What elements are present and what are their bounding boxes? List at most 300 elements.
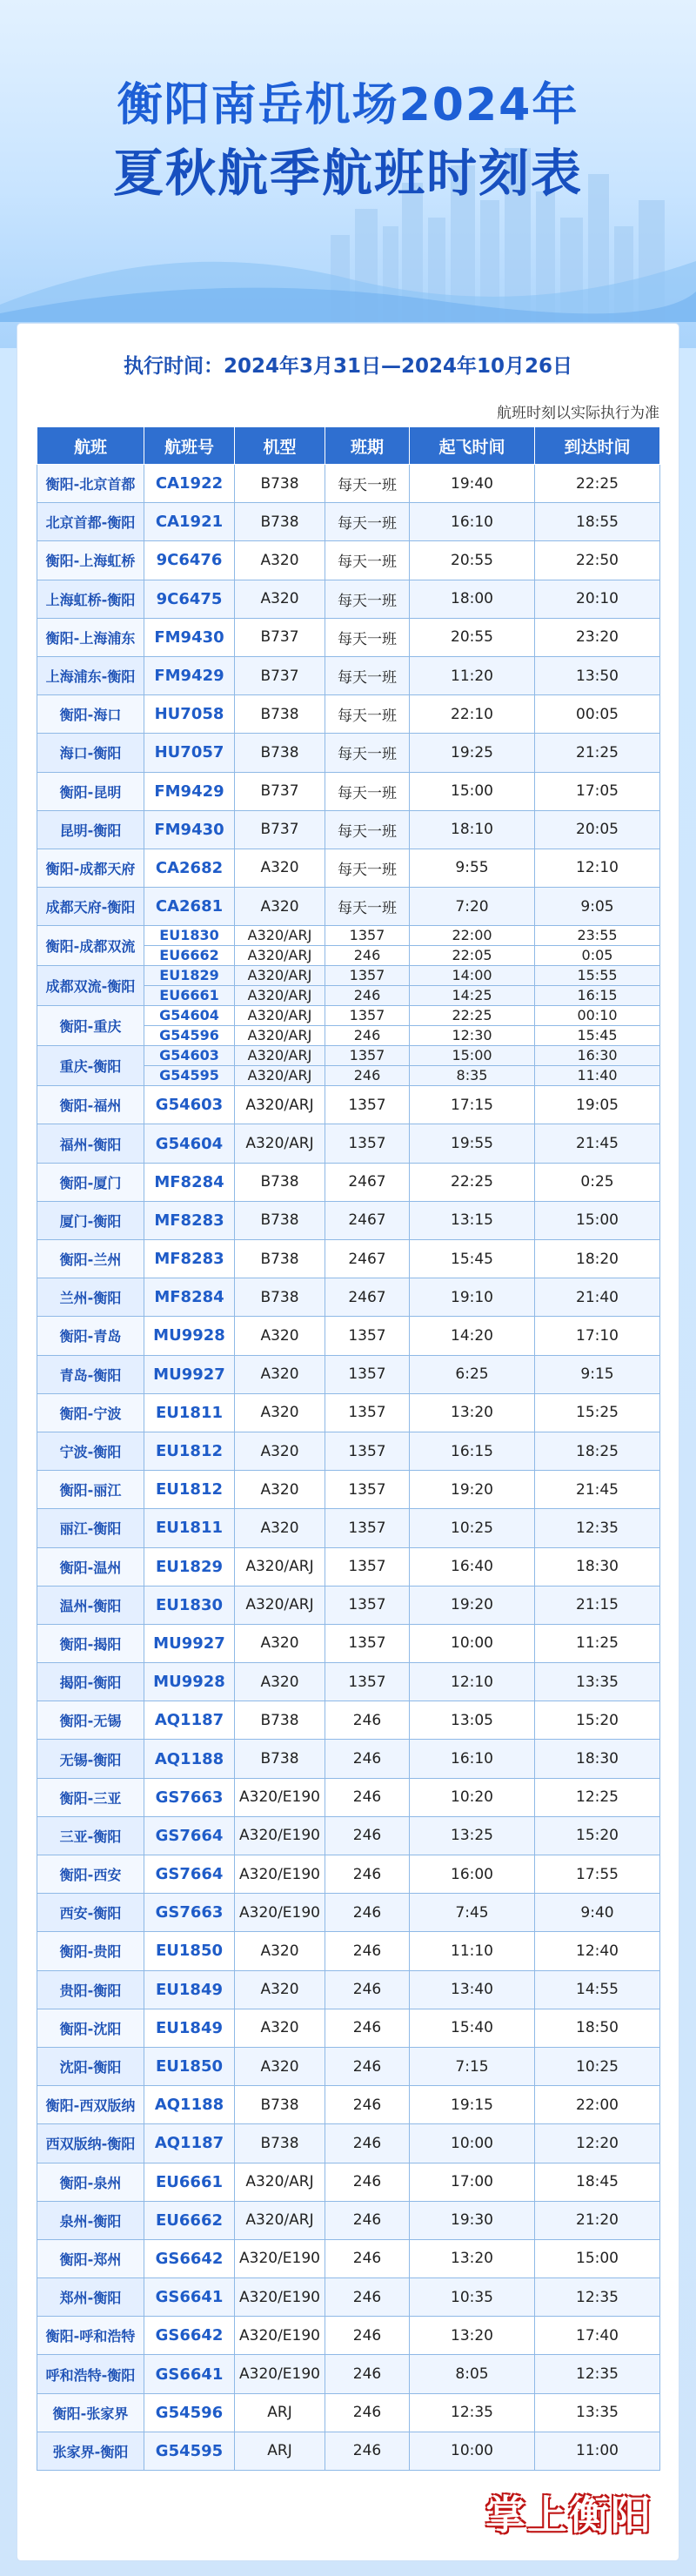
table-row [37, 2393, 660, 2432]
schedule-days-cell: 1357 [325, 1509, 410, 1547]
arrival-time-cell: 16:30 [535, 1046, 660, 1066]
route-cell: 上海虹桥-衡阳 [37, 580, 144, 618]
route-cell: 西安-衡阳 [37, 1894, 144, 1932]
aircraft-type-cell: B738 [235, 695, 325, 734]
route-cell: 衡阳-海口 [37, 695, 144, 734]
aircraft-type-cell: A320/E190 [235, 1894, 325, 1932]
departure-time-cell: 20:55 [410, 618, 535, 656]
execution-period: 执行时间：2024年3月31日—2024年10月26日 [123, 355, 573, 378]
table-row [37, 618, 660, 656]
flight-number-cell: G54595 [144, 2432, 235, 2470]
table-row [37, 1701, 660, 1740]
schedule-days-cell: 每天一班 [325, 541, 410, 580]
table-row [37, 2086, 660, 2124]
table-row [37, 1970, 660, 2009]
table-row [37, 1624, 660, 1662]
departure-time-cell: 22:00 [410, 926, 535, 946]
flight-number-cell: MF8283 [144, 1201, 235, 1239]
departure-time-cell: 18:00 [410, 580, 535, 618]
arrival-time-cell: 21:20 [535, 2201, 660, 2239]
departure-time-cell: 8:05 [410, 2355, 535, 2393]
arrival-time-cell: 00:05 [535, 695, 660, 734]
aircraft-type-cell: B738 [235, 1278, 325, 1317]
flight-number-cell: G54596 [144, 1026, 235, 1046]
flight-number-cell: FM9430 [144, 618, 235, 656]
arrival-time-cell: 13:35 [535, 2393, 660, 2432]
departure-time-cell: 22:25 [410, 1006, 535, 1026]
arrival-time-cell: 18:20 [535, 1240, 660, 1278]
column-header: 到达时间 [535, 427, 660, 465]
arrival-time-cell: 12:25 [535, 1778, 660, 1816]
arrival-time-cell: 19:05 [535, 1086, 660, 1124]
aircraft-type-cell: B737 [235, 810, 325, 849]
schedule-days-cell: 1357 [325, 1006, 410, 1026]
arrival-time-cell: 17:05 [535, 772, 660, 810]
arrival-time-cell: 0:25 [535, 1163, 660, 1201]
route-cell: 丽江-衡阳 [37, 1509, 144, 1547]
arrival-time-cell: 15:55 [535, 966, 660, 986]
arrival-time-cell: 15:25 [535, 1393, 660, 1432]
schedule-days-cell: 1357 [325, 926, 410, 946]
aircraft-type-cell: A320/ARJ [235, 2201, 325, 2239]
table-row [37, 772, 660, 810]
departure-time-cell: 10:00 [410, 1624, 535, 1662]
table-row [37, 810, 660, 849]
aircraft-type-cell: A320/E190 [235, 1816, 325, 1855]
flight-number-cell: G54604 [144, 1006, 235, 1026]
flight-number-cell: EU6662 [144, 2201, 235, 2239]
route-cell: 衡阳-贵阳 [37, 1932, 144, 1970]
route-cell: 衡阳-呼和浩特 [37, 2317, 144, 2355]
aircraft-type-cell: A320/ARJ [235, 1586, 325, 1624]
aircraft-type-cell: A320 [235, 1663, 325, 1701]
route-cell: 成都双流-衡阳 [37, 966, 144, 1006]
aircraft-type-cell: A320/ARJ [235, 1026, 325, 1046]
schedule-days-cell: 246 [325, 2086, 410, 2124]
departure-time-cell: 16:40 [410, 1547, 535, 1586]
aircraft-type-cell: A320/ARJ [235, 946, 325, 966]
route-cell: 昆明-衡阳 [37, 810, 144, 849]
table-row [37, 580, 660, 618]
schedule-days-cell: 每天一班 [325, 618, 410, 656]
aircraft-type-cell: B738 [235, 1740, 325, 1778]
flight-number-cell: EU1830 [144, 926, 235, 946]
departure-time-cell: 15:00 [410, 772, 535, 810]
table-row [37, 1317, 660, 1355]
table-row [37, 1894, 660, 1932]
route-cell: 衡阳-泉州 [37, 2163, 144, 2201]
aircraft-type-cell: A320/ARJ [235, 1547, 325, 1586]
aircraft-type-cell: B738 [235, 1163, 325, 1201]
schedule-days-cell: 246 [325, 2317, 410, 2355]
flight-number-cell: HU7058 [144, 695, 235, 734]
schedule-days-cell: 每天一班 [325, 656, 410, 694]
table-row [37, 1663, 660, 1701]
arrival-time-cell: 17:10 [535, 1317, 660, 1355]
schedule-days-cell: 246 [325, 1778, 410, 1816]
departure-time-cell: 10:25 [410, 1509, 535, 1547]
arrival-time-cell: 12:10 [535, 849, 660, 887]
table-row [37, 1740, 660, 1778]
schedule-days-cell: 246 [325, 2124, 410, 2163]
flight-number-cell: GS6641 [144, 2355, 235, 2393]
flight-number-cell: EU6662 [144, 946, 235, 966]
table-row [37, 926, 660, 946]
route-cell: 衡阳-沈阳 [37, 2009, 144, 2047]
arrival-time-cell: 22:25 [535, 465, 660, 503]
departure-time-cell: 7:15 [410, 2047, 535, 2085]
flight-number-cell: GS6642 [144, 2317, 235, 2355]
route-cell: 衡阳-宁波 [37, 1393, 144, 1432]
departure-time-cell: 13:40 [410, 1970, 535, 2009]
route-cell: 西双版纳-衡阳 [37, 2124, 144, 2163]
route-cell: 郑州-衡阳 [37, 2278, 144, 2317]
departure-time-cell: 15:45 [410, 1240, 535, 1278]
schedule-days-cell: 1357 [325, 1393, 410, 1432]
arrival-time-cell: 14:55 [535, 1970, 660, 2009]
departure-time-cell: 10:00 [410, 2432, 535, 2470]
schedule-days-cell: 1357 [325, 1355, 410, 1393]
arrival-time-cell: 9:05 [535, 888, 660, 926]
schedule-days-cell: 1357 [325, 1663, 410, 1701]
departure-time-cell: 13:20 [410, 2317, 535, 2355]
flight-number-cell: MU9928 [144, 1663, 235, 1701]
departure-time-cell: 16:10 [410, 1740, 535, 1778]
flight-number-cell: EU1850 [144, 1932, 235, 1970]
table-row [37, 1778, 660, 1816]
departure-time-cell: 14:00 [410, 966, 535, 986]
departure-time-cell: 7:20 [410, 888, 535, 926]
flight-number-cell: MF8284 [144, 1278, 235, 1317]
departure-time-cell: 12:30 [410, 1026, 535, 1046]
schedule-days-cell: 246 [325, 2432, 410, 2470]
route-cell: 衡阳-重庆 [37, 1006, 144, 1046]
flight-schedule-table [37, 426, 660, 2471]
schedule-days-cell: 每天一班 [325, 503, 410, 541]
departure-time-cell: 12:35 [410, 2393, 535, 2432]
schedule-days-cell: 1357 [325, 1624, 410, 1662]
schedule-days-cell: 每天一班 [325, 734, 410, 772]
flight-number-cell: AQ1188 [144, 2086, 235, 2124]
departure-time-cell: 13:15 [410, 1201, 535, 1239]
route-cell: 无锡-衡阳 [37, 1740, 144, 1778]
arrival-time-cell: 13:35 [535, 1663, 660, 1701]
table-row [37, 2163, 660, 2201]
column-header: 航班 [37, 427, 144, 465]
table-row [37, 1816, 660, 1855]
arrival-time-cell: 10:25 [535, 2047, 660, 2085]
table-row [37, 1932, 660, 1970]
departure-time-cell: 13:20 [410, 1393, 535, 1432]
aircraft-type-cell: A320/E190 [235, 2239, 325, 2277]
schedule-days-cell: 246 [325, 1066, 410, 1086]
aircraft-type-cell: A320 [235, 2047, 325, 2085]
route-cell: 福州-衡阳 [37, 1124, 144, 1163]
aircraft-type-cell: B737 [235, 618, 325, 656]
aircraft-type-cell: A320/ARJ [235, 1046, 325, 1066]
departure-time-cell: 13:25 [410, 1816, 535, 1855]
schedule-days-cell: 246 [325, 1026, 410, 1046]
arrival-time-cell: 12:35 [535, 2278, 660, 2317]
aircraft-type-cell: B738 [235, 1701, 325, 1740]
route-cell: 衡阳-厦门 [37, 1163, 144, 1201]
arrival-time-cell: 18:45 [535, 2163, 660, 2201]
schedule-days-cell: 246 [325, 1740, 410, 1778]
departure-time-cell: 17:15 [410, 1086, 535, 1124]
flight-number-cell: 9C6476 [144, 541, 235, 580]
departure-time-cell: 19:10 [410, 1278, 535, 1317]
table-row [37, 1509, 660, 1547]
aircraft-type-cell: ARJ [235, 2393, 325, 2432]
schedule-days-cell: 2467 [325, 1240, 410, 1278]
aircraft-type-cell: A320/E190 [235, 1778, 325, 1816]
flight-number-cell: FM9429 [144, 772, 235, 810]
arrival-time-cell: 12:20 [535, 2124, 660, 2163]
schedule-days-cell: 1357 [325, 1124, 410, 1163]
flight-number-cell: CA1921 [144, 503, 235, 541]
flight-number-cell: CA2681 [144, 888, 235, 926]
route-cell: 海口-衡阳 [37, 734, 144, 772]
schedule-days-cell: 1357 [325, 1547, 410, 1586]
flight-number-cell: EU1812 [144, 1432, 235, 1470]
arrival-time-cell: 9:15 [535, 1355, 660, 1393]
aircraft-type-cell: A320/ARJ [235, 1086, 325, 1124]
route-cell: 衡阳-成都天府 [37, 849, 144, 887]
schedule-card [17, 324, 679, 2560]
aircraft-type-cell: A320/E190 [235, 2278, 325, 2317]
aircraft-type-cell: ARJ [235, 2432, 325, 2470]
schedule-days-cell: 2467 [325, 1163, 410, 1201]
aircraft-type-cell: A320 [235, 1432, 325, 1470]
arrival-time-cell: 11:40 [535, 1066, 660, 1086]
title-line-1: 衡阳南岳机场2024年 [117, 79, 579, 131]
column-header: 机型 [235, 427, 325, 465]
departure-time-cell: 18:10 [410, 810, 535, 849]
route-cell: 衡阳-温州 [37, 1547, 144, 1586]
flight-number-cell: MF8284 [144, 1163, 235, 1201]
schedule-days-cell: 1357 [325, 1471, 410, 1509]
arrival-time-cell: 11:25 [535, 1624, 660, 1662]
arrival-time-cell: 18:25 [535, 1432, 660, 1470]
arrival-time-cell: 12:35 [535, 2355, 660, 2393]
schedule-days-cell: 246 [325, 1701, 410, 1740]
schedule-days-cell: 每天一班 [325, 772, 410, 810]
flight-number-cell: GS7663 [144, 1778, 235, 1816]
departure-time-cell: 10:35 [410, 2278, 535, 2317]
departure-time-cell: 16:15 [410, 1432, 535, 1470]
schedule-days-cell: 每天一班 [325, 695, 410, 734]
table-row [37, 1393, 660, 1432]
schedule-days-cell: 1357 [325, 1086, 410, 1124]
departure-time-cell: 22:25 [410, 1163, 535, 1201]
table-row [37, 465, 660, 503]
table-row [37, 1163, 660, 1201]
table-row [37, 2009, 660, 2047]
arrival-time-cell: 21:15 [535, 1586, 660, 1624]
departure-time-cell: 16:10 [410, 503, 535, 541]
route-cell: 衡阳-上海浦东 [37, 618, 144, 656]
flight-number-cell: CA1922 [144, 465, 235, 503]
table-row [37, 2201, 660, 2239]
aircraft-type-cell: B738 [235, 465, 325, 503]
route-cell: 衡阳-无锡 [37, 1701, 144, 1740]
schedule-days-cell: 1357 [325, 966, 410, 986]
arrival-time-cell: 15:20 [535, 1701, 660, 1740]
route-cell: 衡阳-郑州 [37, 2239, 144, 2277]
schedule-days-cell: 1357 [325, 1586, 410, 1624]
arrival-time-cell: 23:20 [535, 618, 660, 656]
column-header: 班期 [325, 427, 410, 465]
arrival-time-cell: 22:00 [535, 2086, 660, 2124]
flight-number-cell: MF8283 [144, 1240, 235, 1278]
route-cell: 重庆-衡阳 [37, 1046, 144, 1086]
table-row [37, 2124, 660, 2163]
schedule-days-cell: 246 [325, 2201, 410, 2239]
route-cell: 衡阳-丽江 [37, 1471, 144, 1509]
table-row [37, 888, 660, 926]
schedule-days-cell: 246 [325, 986, 410, 1006]
table-row [37, 1432, 660, 1470]
title-line-2: 夏秋航季航班时刻表 [112, 144, 583, 203]
aircraft-type-cell: A320 [235, 580, 325, 618]
flight-number-cell: EU1829 [144, 966, 235, 986]
arrival-time-cell: 21:45 [535, 1124, 660, 1163]
arrival-time-cell: 12:40 [535, 1932, 660, 1970]
flight-number-cell: EU6661 [144, 986, 235, 1006]
table-row [37, 1355, 660, 1393]
flight-number-cell: AQ1187 [144, 1701, 235, 1740]
flight-number-cell: AQ1188 [144, 1740, 235, 1778]
aircraft-type-cell: A320/ARJ [235, 1124, 325, 1163]
arrival-time-cell: 9:40 [535, 1894, 660, 1932]
departure-time-cell: 11:10 [410, 1932, 535, 1970]
flight-number-cell: GS7664 [144, 1816, 235, 1855]
arrival-time-cell: 12:35 [535, 1509, 660, 1547]
schedule-days-cell: 246 [325, 946, 410, 966]
arrival-time-cell: 0:05 [535, 946, 660, 966]
schedule-days-cell: 2467 [325, 1201, 410, 1239]
schedule-days-cell: 每天一班 [325, 465, 410, 503]
departure-time-cell: 7:45 [410, 1894, 535, 1932]
route-cell: 贵阳-衡阳 [37, 1970, 144, 2009]
flight-number-cell: EU1850 [144, 2047, 235, 2085]
departure-time-cell: 10:20 [410, 1778, 535, 1816]
table-row [37, 734, 660, 772]
aircraft-type-cell: B738 [235, 2086, 325, 2124]
table-row [37, 2355, 660, 2393]
table-row [37, 1006, 660, 1026]
table-row [37, 849, 660, 887]
departure-time-cell: 19:25 [410, 734, 535, 772]
table-row [37, 2239, 660, 2277]
table-row [37, 695, 660, 734]
flight-number-cell: EU1812 [144, 1471, 235, 1509]
aircraft-type-cell: A320 [235, 1970, 325, 2009]
arrival-time-cell: 18:50 [535, 2009, 660, 2047]
schedule-days-cell: 每天一班 [325, 810, 410, 849]
aircraft-type-cell: A320 [235, 1932, 325, 1970]
route-cell: 呼和浩特-衡阳 [37, 2355, 144, 2393]
aircraft-type-cell: A320 [235, 888, 325, 926]
flight-number-cell: EU6661 [144, 2163, 235, 2201]
arrival-time-cell: 16:15 [535, 986, 660, 1006]
departure-time-cell: 13:20 [410, 2239, 535, 2277]
flight-number-cell: 9C6475 [144, 580, 235, 618]
departure-time-cell: 22:05 [410, 946, 535, 966]
flight-number-cell: EU1849 [144, 2009, 235, 2047]
flight-number-cell: CA2682 [144, 849, 235, 887]
flight-number-cell: G54604 [144, 1124, 235, 1163]
route-cell: 揭阳-衡阳 [37, 1663, 144, 1701]
schedule-note: 航班时刻以实际执行为准 [497, 405, 659, 422]
departure-time-cell: 22:10 [410, 695, 535, 734]
table-row [37, 1855, 660, 1894]
route-cell: 泉州-衡阳 [37, 2201, 144, 2239]
departure-time-cell: 19:15 [410, 2086, 535, 2124]
watermark-logo: 掌上衡阳 [485, 2492, 652, 2539]
flight-number-cell: G54595 [144, 1066, 235, 1086]
schedule-days-cell: 246 [325, 1855, 410, 1894]
header-banner [0, 0, 696, 348]
arrival-time-cell: 21:25 [535, 734, 660, 772]
flight-number-cell: MU9927 [144, 1624, 235, 1662]
arrival-time-cell: 21:40 [535, 1278, 660, 1317]
departure-time-cell: 14:25 [410, 986, 535, 1006]
aircraft-type-cell: A320/ARJ [235, 986, 325, 1006]
schedule-days-cell: 每天一班 [325, 580, 410, 618]
arrival-time-cell: 22:50 [535, 541, 660, 580]
route-cell: 青岛-衡阳 [37, 1355, 144, 1393]
departure-time-cell: 19:55 [410, 1124, 535, 1163]
departure-time-cell: 19:40 [410, 465, 535, 503]
table-row [37, 1547, 660, 1586]
flight-number-cell: EU1811 [144, 1393, 235, 1432]
table-row [37, 503, 660, 541]
table-row [37, 541, 660, 580]
aircraft-type-cell: A320/E190 [235, 1855, 325, 1894]
schedule-days-cell: 2467 [325, 1278, 410, 1317]
aircraft-type-cell: B738 [235, 1240, 325, 1278]
departure-time-cell: 12:10 [410, 1663, 535, 1701]
arrival-time-cell: 20:10 [535, 580, 660, 618]
departure-time-cell: 11:20 [410, 656, 535, 694]
flight-number-cell: FM9430 [144, 810, 235, 849]
flight-number-cell: MU9928 [144, 1317, 235, 1355]
table-row [37, 1278, 660, 1317]
arrival-time-cell: 18:55 [535, 503, 660, 541]
departure-time-cell: 14:20 [410, 1317, 535, 1355]
aircraft-type-cell: A320 [235, 1355, 325, 1393]
flight-number-cell: FM9429 [144, 656, 235, 694]
route-cell: 成都天府-衡阳 [37, 888, 144, 926]
route-cell: 衡阳-成都双流 [37, 926, 144, 966]
column-header: 起飞时间 [410, 427, 535, 465]
schedule-days-cell: 246 [325, 1894, 410, 1932]
flight-number-cell: GS6641 [144, 2278, 235, 2317]
route-cell: 宁波-衡阳 [37, 1432, 144, 1470]
schedule-days-cell: 246 [325, 2009, 410, 2047]
arrival-time-cell: 18:30 [535, 1740, 660, 1778]
aircraft-type-cell: B738 [235, 503, 325, 541]
aircraft-type-cell: B738 [235, 734, 325, 772]
aircraft-type-cell: A320 [235, 1509, 325, 1547]
schedule-days-cell: 246 [325, 2239, 410, 2277]
route-cell: 衡阳-北京首都 [37, 465, 144, 503]
flight-number-cell: GS6642 [144, 2239, 235, 2277]
flight-number-cell: G54596 [144, 2393, 235, 2432]
arrival-time-cell: 18:30 [535, 1547, 660, 1586]
route-cell: 衡阳-福州 [37, 1086, 144, 1124]
